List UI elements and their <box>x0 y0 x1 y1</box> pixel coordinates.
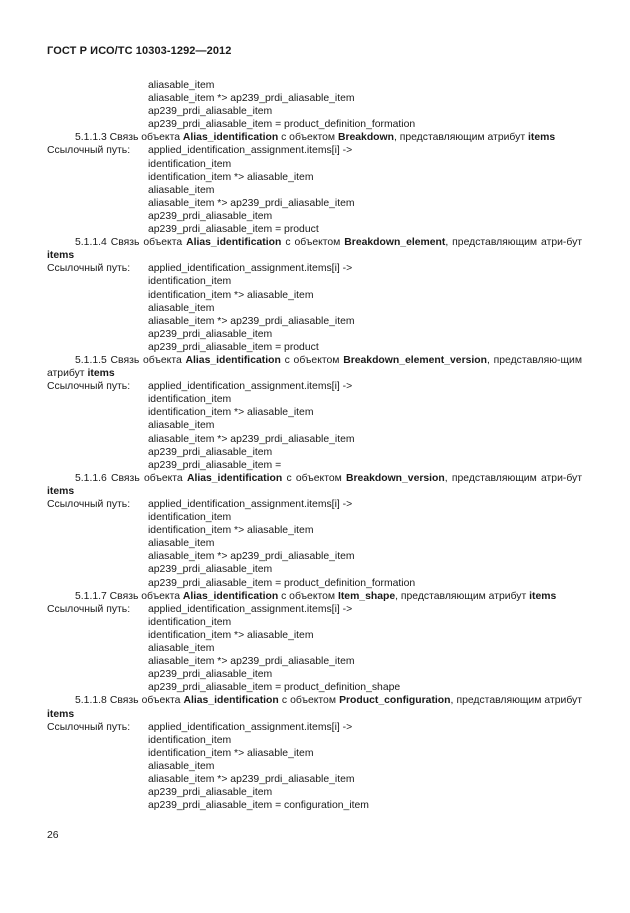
intro-line: ap239_prdi_aliasable_item = product_definition_formation <box>148 119 416 131</box>
path-step: identification_item <box>148 394 232 406</box>
path-step: identification_item *> aliasable_item <box>148 289 314 301</box>
section-text: , представляющим атри-бут <box>444 472 583 484</box>
path-step: ap239_prdi_aliasable_item <box>148 328 273 340</box>
section-entity: Alias_identification <box>183 695 279 707</box>
path-step: aliasable_item <box>148 302 215 314</box>
path-step: ap239_prdi_aliasable_item <box>148 446 273 458</box>
section-text: Связь объекта <box>110 354 182 366</box>
section-heading <box>47 236 582 262</box>
ref-path-label: Ссылочный путь: <box>47 499 131 510</box>
path-step: applied_identification_assignment.items[i] -> <box>148 603 353 615</box>
section-number: 5.1.1.8 <box>75 695 107 707</box>
section-entity: Alias_identification <box>182 132 279 144</box>
ref-path-line <box>47 721 582 734</box>
path-step: ap239_prdi_aliasable_item = product <box>148 341 319 353</box>
intro-line: aliasable_item <box>148 80 215 91</box>
path-step: identification_item <box>148 158 232 170</box>
section-attribute: items <box>47 485 75 497</box>
section-text: Связь объекта <box>109 132 181 144</box>
section-attribute: items <box>529 590 557 602</box>
path-step: applied_identification_assignment.items[i] -> <box>148 499 353 510</box>
path-step: identification_item *> aliasable_item <box>148 747 314 759</box>
page-number: 26 <box>47 830 59 841</box>
path-step: aliasable_item *> ap239_prdi_aliasable_item <box>148 433 355 445</box>
path-step: applied_identification_assignment.items[i] -> <box>148 145 353 157</box>
document-body <box>47 79 582 812</box>
section-text: с объектом <box>281 695 336 707</box>
section-attribute: items <box>87 368 115 380</box>
path-step: identification_item *> aliasable_item <box>148 525 314 537</box>
section-text: с объектом <box>285 237 341 249</box>
ref-path-line <box>47 498 582 511</box>
path-step: applied_identification_assignment.items[i] -> <box>148 721 353 733</box>
path-step: aliasable_item <box>148 643 215 655</box>
section-number: 5.1.1.5 <box>75 354 107 366</box>
path-step: aliasable_item *> ap239_prdi_aliasable_item <box>148 773 355 785</box>
section-attribute: items <box>527 132 556 144</box>
section-text: Связь объекта <box>109 590 181 602</box>
section-text: с объектом <box>281 132 336 144</box>
section-text: , представляю-щим атрибут <box>47 354 582 380</box>
path-step: aliasable_item <box>148 538 215 550</box>
section-entity: Alias_identification <box>182 590 279 602</box>
ref-path-label: Ссылочный путь: <box>47 381 131 393</box>
section-text: Связь объекта <box>111 472 183 484</box>
section-entity: Alias_identification <box>185 354 281 366</box>
section-text: с объектом <box>281 590 336 602</box>
path-step: aliasable_item *> ap239_prdi_aliasable_item <box>148 656 355 668</box>
section-target: Breakdown <box>337 132 394 144</box>
section-text: с объектом <box>286 472 342 484</box>
ref-path-line <box>47 262 582 275</box>
section-heading <box>47 472 582 498</box>
path-step: applied_identification_assignment.items[i] -> <box>148 381 353 393</box>
path-step: ap239_prdi_aliasable_item = <box>148 459 282 471</box>
path-step: aliasable_item *> ap239_prdi_aliasable_item <box>148 551 355 563</box>
ref-path-line <box>47 603 582 616</box>
section-heading <box>47 590 582 603</box>
section-number: 5.1.1.7 <box>75 590 107 602</box>
section-attribute: items <box>47 708 75 720</box>
document-header: ГОСТ Р ИСО/ТС 10303-1292—2012 <box>47 45 232 57</box>
path-step: ap239_prdi_aliasable_item = product_definition_shape <box>148 682 401 694</box>
path-step: applied_identification_assignment.items[i] -> <box>148 263 353 275</box>
section-number: 5.1.1.4 <box>75 237 107 249</box>
path-step: ap239_prdi_aliasable_item = configuration_item <box>148 800 369 812</box>
path-step: ap239_prdi_aliasable_item <box>148 787 273 799</box>
section-text: , представляющим атрибут <box>395 590 527 602</box>
path-step: ap239_prdi_aliasable_item <box>148 669 273 681</box>
path-step: identification_item <box>148 616 232 628</box>
intro-line: aliasable_item *> ap239_prdi_aliasable_item <box>148 93 355 105</box>
path-step: identification_item *> aliasable_item <box>148 171 314 183</box>
section-entity: Alias_identification <box>186 472 283 484</box>
section-target: Breakdown_element <box>344 237 446 249</box>
path-step: ap239_prdi_aliasable_item <box>148 564 273 576</box>
section-text: , представляющим атрибут <box>450 695 583 707</box>
ref-path-label: Ссылочный путь: <box>47 603 131 615</box>
path-step: aliasable_item <box>148 760 215 772</box>
ref-path-label: Ссылочный путь: <box>47 263 131 275</box>
section-target: Product_configuration <box>339 695 451 707</box>
section-text: Связь объекта <box>109 695 181 707</box>
path-step: aliasable_item <box>148 184 215 196</box>
section-text: с объектом <box>284 354 340 366</box>
section-attribute: items <box>47 250 75 262</box>
intro-line: ap239_prdi_aliasable_item <box>148 106 273 118</box>
section-heading <box>47 131 582 144</box>
section-target: Breakdown_element_version <box>343 354 487 366</box>
section-number: 5.1.1.6 <box>75 472 107 484</box>
path-step: aliasable_item *> ap239_prdi_aliasable_item <box>148 315 355 327</box>
ref-path-label: Ссылочный путь: <box>47 721 131 733</box>
section-target: Item_shape <box>337 590 396 602</box>
section-text: , представляющим атри-бут <box>445 237 583 249</box>
section-number: 5.1.1.3 <box>75 132 107 144</box>
path-step: identification_item <box>148 512 232 524</box>
path-step: aliasable_item *> ap239_prdi_aliasable_item <box>148 197 355 209</box>
section-heading <box>47 354 582 380</box>
path-step: identification_item *> aliasable_item <box>148 629 314 641</box>
section-target: Breakdown_version <box>346 472 445 484</box>
section-entity: Alias_identification <box>186 237 282 249</box>
section-text: Связь объекта <box>110 237 183 249</box>
path-step: ap239_prdi_aliasable_item <box>148 210 273 222</box>
ref-path-line <box>47 380 582 393</box>
path-step: ap239_prdi_aliasable_item = product_definition_formation <box>148 577 416 589</box>
path-step: identification_item <box>148 734 232 746</box>
ref-path-label: Ссылочный путь: <box>47 145 131 157</box>
ref-path-line <box>47 144 582 157</box>
path-step: ap239_prdi_aliasable_item = product <box>148 224 319 236</box>
path-step: aliasable_item <box>148 420 215 432</box>
section-text: , представляющим атрибут <box>393 132 526 144</box>
path-step: identification_item *> aliasable_item <box>148 407 314 419</box>
path-step: identification_item <box>148 276 232 288</box>
section-heading <box>47 694 582 720</box>
